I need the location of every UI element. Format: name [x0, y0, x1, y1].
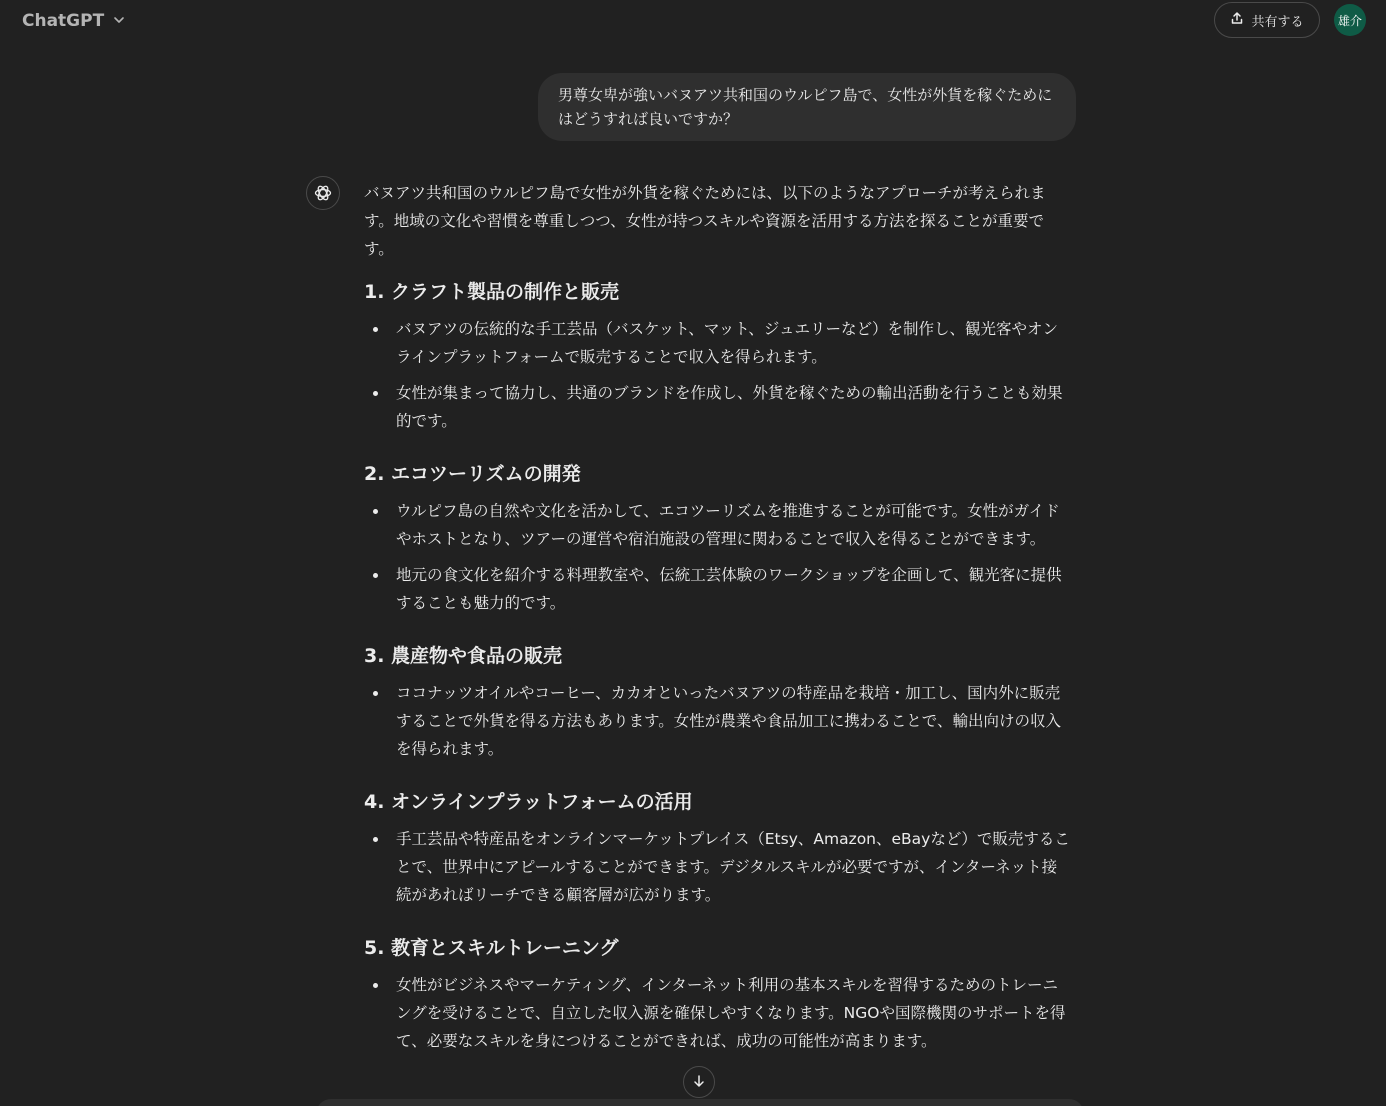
list-item: バヌアツの伝統的な手工芸品（バスケット、マット、ジュエリーなど）を制作し、観光客やオンラインプラットフォームで販売することで収入を得られます。: [364, 315, 1072, 371]
model-name: ChatGPT: [22, 11, 105, 31]
share-label: 共有する: [1251, 14, 1304, 30]
avatar[interactable]: 雄介: [1334, 4, 1366, 36]
arrow-down-icon: [692, 1073, 706, 1092]
user-message: 男尊女卑が強いバヌアツ共和国のウルピフ島で、女性が外貨を稼ぐためにはどうすれば良いですか？: [538, 73, 1076, 141]
composer-edge[interactable]: [316, 1099, 1084, 1106]
upload-icon: [1230, 11, 1244, 29]
list-item: 地元の食文化を紹介する料理教室や、伝統工芸体験のワークショップを企画して、観光客に提供することも魅力的です。: [364, 561, 1072, 617]
bullet-list: [364, 679, 1072, 763]
bullet-list: [364, 825, 1072, 909]
chevron-down-icon: [112, 12, 126, 31]
list-item: 女性がビジネスやマーケティング、インターネット利用の基本スキルを習得するためのトレーニングを受けることで、自立した収入源を確保しやすくなります。NGOや国際機関のサポートを得て、必要なスキルを身につけることができれば、成功の可能性が高まります。: [364, 971, 1072, 1055]
assistant-message: [364, 179, 1072, 1063]
model-selector[interactable]: [14, 6, 134, 36]
share-button[interactable]: [1214, 2, 1320, 38]
section-heading: 2. エコツーリズムの開発: [364, 463, 581, 485]
section-heading: 1. クラフト製品の制作と販売: [364, 281, 620, 303]
scroll-down-button[interactable]: [683, 1066, 715, 1098]
bullet-list: [364, 971, 1072, 1055]
list-item: ウルピフ島の自然や文化を活かして、エコツーリズムを推進することが可能です。女性がガイドやホストとなり、ツアーの運営や宿泊施設の管理に関わることで収入を得ることができます。: [364, 497, 1072, 553]
top-bar: [0, 0, 1386, 42]
list-item: ココナッツオイルやコーヒー、カカオといったバヌアツの特産品を栽培・加工し、国内外に販売することで外貨を得る方法もあります。女性が農業や食品加工に携わることで、輸出向けの収入を得られます。: [364, 679, 1072, 763]
section-heading: 4. オンラインプラットフォームの活用: [364, 791, 693, 813]
bullet-list: [364, 315, 1072, 435]
bullet-list: [364, 497, 1072, 617]
list-item: 手工芸品や特産品をオンラインマーケットプレイス（Etsy、Amazon、eBayなど）で販売することで、世界中にアピールすることができます。デジタルスキルが必要ですが、インターネット接続があればリーチできる顧客層が広がります。: [364, 825, 1072, 909]
openai-logo-icon: [306, 176, 340, 210]
section-heading: 5. 教育とスキルトレーニング: [364, 937, 619, 959]
list-item: 女性が集まって協力し、共通のブランドを作成し、外貨を稼ぐための輸出活動を行うことも効果的です。: [364, 379, 1072, 435]
assistant-intro: バヌアツ共和国のウルピフ島で女性が外貨を稼ぐためには、以下のようなアプローチが考えられます。地域の文化や習慣を尊重しつつ、女性が持つスキルや資源を活用する方法を探ることが重要です。: [364, 184, 1046, 258]
section-heading: 3. 農産物や食品の販売: [364, 645, 563, 667]
